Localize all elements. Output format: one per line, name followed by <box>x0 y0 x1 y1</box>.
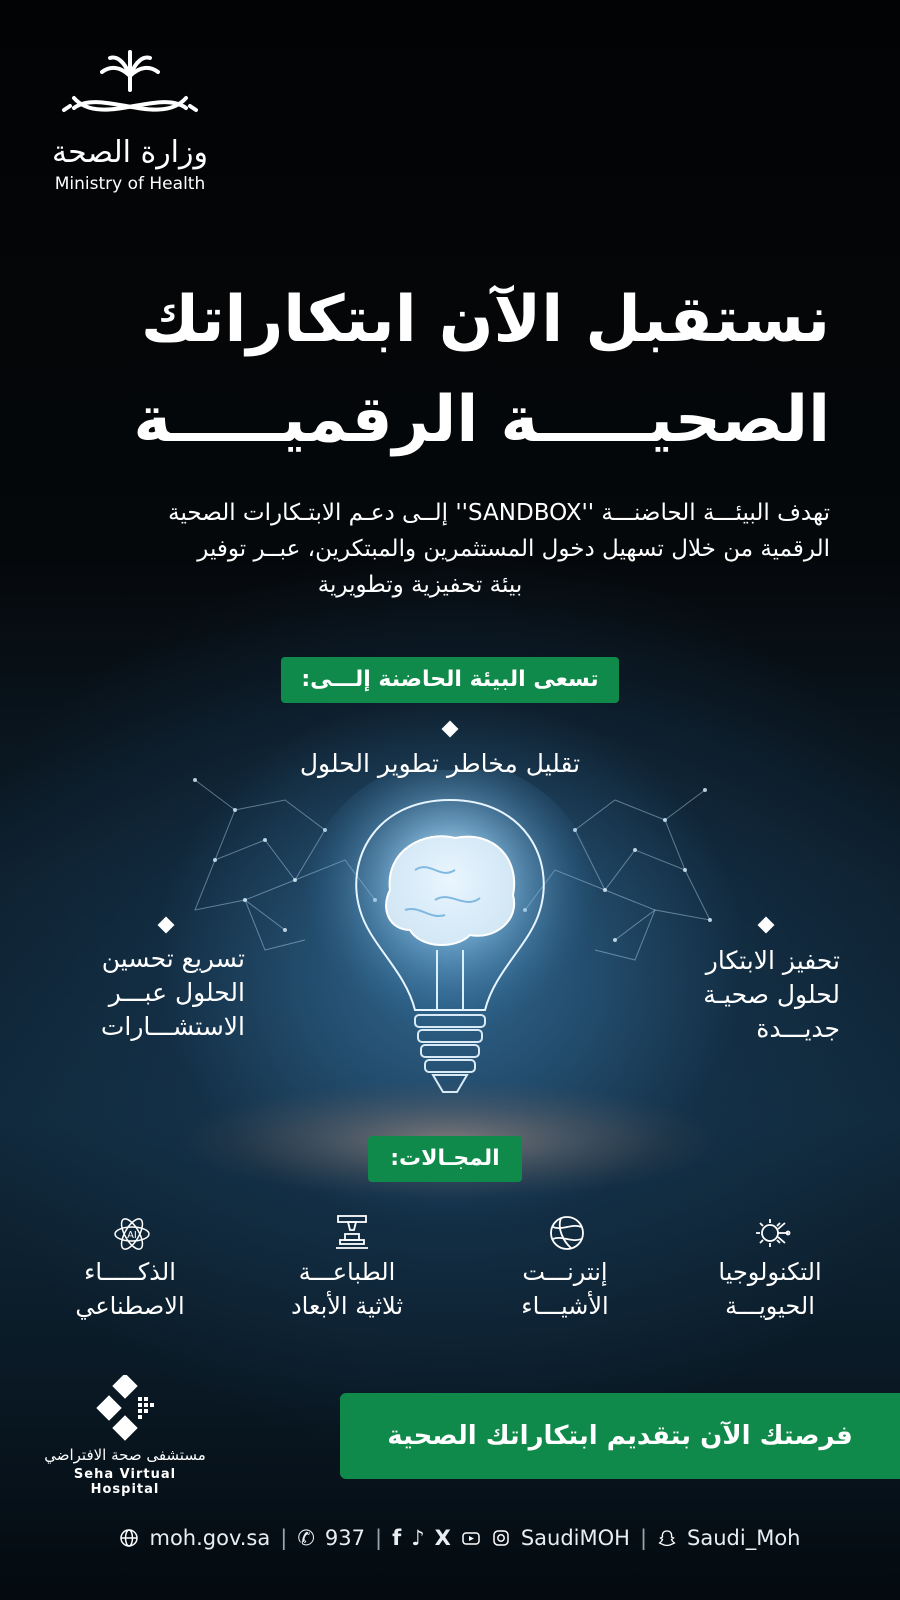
gear-circuit-icon <box>752 1213 792 1253</box>
svg-text:AI: AI <box>127 1230 137 1241</box>
field-ai-line-1: الذكـــــاء <box>84 1258 176 1286</box>
instagram-icon[interactable] <box>491 1528 511 1548</box>
goal-left-line-1: تسريع تحسين <box>101 944 245 973</box>
seha-name-en: Seha Virtual Hospital <box>73 1467 177 1497</box>
diamond-bullet-icon <box>758 917 775 934</box>
goal-right-line-3: جديـــدة <box>756 1014 840 1043</box>
field-biotech-line-1: التكنولوجيا <box>718 1258 822 1286</box>
headline-line-2: الصحيـــــة الرقميـــــة <box>133 383 830 457</box>
goal-right-line-1: تحفيز الابتكار <box>705 946 840 975</box>
x-icon[interactable]: X <box>434 1526 451 1550</box>
field-ai <box>45 1255 215 1323</box>
facebook-icon[interactable]: f <box>392 1526 402 1550</box>
field-biotech <box>685 1255 855 1323</box>
globe-icon <box>119 1528 139 1548</box>
cta-banner: فرصتك الآن بتقديم ابتكاراتك الصحية <box>340 1393 900 1479</box>
field-3d-printing <box>262 1255 432 1323</box>
intro-line-2: الرقمية من خلال تسهيل دخول المستثمرين والمبتكرين، عبــر توفير <box>197 536 830 562</box>
separator: | <box>639 1526 648 1550</box>
goal-right <box>660 944 840 1046</box>
social-handle[interactable]: SaudiMOH <box>520 1526 630 1550</box>
field-3d-line-1: الطباعـــة <box>298 1258 396 1286</box>
intro-line-1: تهدف البيئـــة الحاضنـــة ''SANDBOX'' إلــى دعـم الابتـكارات الصحية <box>168 500 830 526</box>
ministry-name-ar: وزارة الصحة <box>52 135 208 170</box>
goal-left-line-3: الاستشـــارات <box>100 1012 245 1041</box>
goal-right-line-2: لحلول صحيـة <box>703 980 840 1009</box>
phone-icon: ✆ <box>297 1526 315 1550</box>
goal-left <box>60 942 245 1044</box>
globe-network-icon <box>547 1213 587 1253</box>
intro-paragraph <box>50 495 830 603</box>
headline-line-1: نستقبل الآن ابتكاراتك <box>140 283 830 357</box>
field-ai-line-2: الاصطناعي <box>75 1292 185 1320</box>
separator: | <box>280 1526 288 1550</box>
headline <box>40 270 830 470</box>
fields-label: المجـالات: <box>368 1136 522 1182</box>
intro-line-3: بيئة تحفيزية وتطويرية <box>317 572 523 598</box>
field-iot <box>480 1255 650 1323</box>
field-3d-line-2: ثلاثية الأبعاد <box>290 1292 404 1320</box>
field-biotech-line-2: الحيويـــة <box>725 1292 815 1320</box>
diamond-bullet-icon <box>442 721 459 738</box>
snapchat-handle[interactable]: Saudi_Moh <box>687 1526 801 1550</box>
field-iot-line-2: الأشيـــاء <box>521 1292 609 1320</box>
seha-name-ar: مستشفى صحة الافتراضي <box>44 1446 206 1464</box>
separator: | <box>375 1526 383 1550</box>
diamond-bullet-icon <box>158 917 175 934</box>
website-link[interactable]: moh.gov.sa <box>149 1526 271 1550</box>
ministry-name-en: Ministry of Health <box>54 174 206 194</box>
3d-printer-icon <box>332 1212 372 1252</box>
youtube-icon[interactable] <box>461 1528 481 1548</box>
field-iot-line-1: إنترنـــت <box>522 1258 608 1286</box>
goal-top: تقليل مخاطر تطوير الحلول <box>299 749 581 778</box>
goal-left-line-2: الحلول عبـــر <box>108 978 245 1007</box>
footer-contacts <box>80 1523 840 1553</box>
seha-logo-icon <box>90 1375 160 1445</box>
tiktok-icon[interactable]: ♪ <box>411 1526 425 1550</box>
phone-number[interactable]: 937 <box>324 1526 366 1550</box>
snapchat-icon[interactable] <box>657 1528 677 1548</box>
ai-atom-icon <box>112 1214 152 1254</box>
aim-label: تسعى البيئة الحاضنة إلـــى: <box>281 657 619 703</box>
